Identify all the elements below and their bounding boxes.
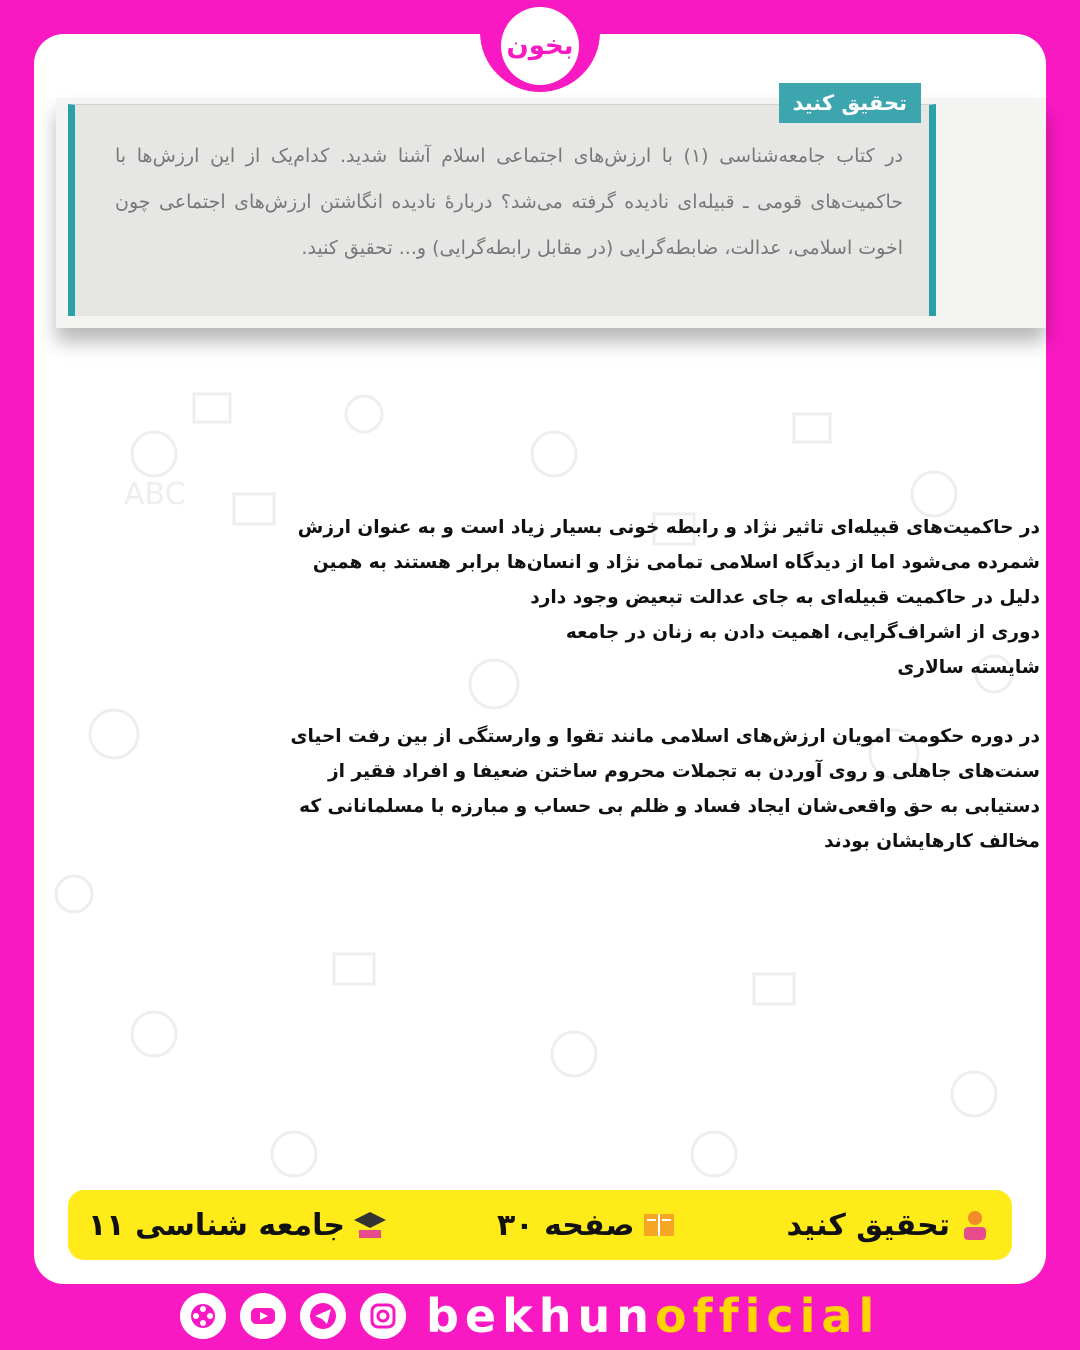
graduation-cap-icon xyxy=(353,1208,387,1242)
youtube-icon[interactable] xyxy=(240,1293,286,1339)
answer-line: شمرده می‌شود اما از دیدگاه اسلامی تمامی نژاد و انسان‌ها برابر هستند به همین xyxy=(312,552,1040,573)
answer-line: سنت‌های جاهلی و روی آوردن به تجملات محروم ساختن ضعیفا و افراد فقیر از xyxy=(328,761,1040,782)
info-subject-label: جامعه شناسی ۱۱ xyxy=(88,1207,345,1243)
info-bar xyxy=(68,1190,1012,1260)
answer-line: در دوره حکومت امویان ارزش‌های اسلامی مانند تقوا و وارستگی از بین رفت احیای xyxy=(290,726,1040,747)
answer-line: مخالف کارهایشان بودند xyxy=(824,831,1040,852)
telegram-icon[interactable] xyxy=(300,1293,346,1339)
logo-circle xyxy=(501,7,579,85)
social-footer xyxy=(180,1286,900,1346)
answer-line: در حاکمیت‌های قبیله‌ای تاثیر نژاد و رابطه خونی بسیار زیاد است و به عنوان ارزش xyxy=(297,517,1040,538)
handle-part2: official xyxy=(654,1289,881,1343)
answer-line: دلیل در حاکمیت قبیله‌ای به جای عدالت تبعیض وجود دارد xyxy=(530,587,1040,608)
info-research-label: تحقیق کنید xyxy=(786,1207,950,1243)
logo-text: بخون xyxy=(506,31,574,61)
instagram-icon[interactable] xyxy=(360,1293,406,1339)
answer-line: شایسته سالاری xyxy=(897,657,1040,678)
info-page xyxy=(497,1208,676,1243)
aparat-icon[interactable] xyxy=(180,1293,226,1339)
answer-text xyxy=(160,510,1040,859)
social-handle[interactable] xyxy=(426,1289,880,1343)
svg-text:ABC: ABC xyxy=(124,477,186,512)
info-research xyxy=(787,1208,992,1243)
textbook-question: در کتاب جامعه‌شناسی (۱) با ارزش‌های اجتماعی اسلام آشنا شدید. کدام‌یک از این ارزش‌ها با حاکمیت‌های قومی ـ قبیله‌ای نادیده گرفته می‌شد؟ دربارهٔ نادیده انگاشتن ارزش‌های اجتماعی چون اخوت اسلامی، عدالت، ضابطه‌گرایی (در مقابل رابطه‌گرایی) و... تحقیق کنید. xyxy=(115,145,903,259)
textbook-excerpt xyxy=(56,91,1046,328)
answer-line: دوری از اشراف‌گرایی، اهمیت دادن به زنان در جامعه xyxy=(565,622,1040,643)
teacher-icon xyxy=(958,1208,992,1242)
book-icon xyxy=(642,1208,676,1242)
handle-part1: bekhun xyxy=(426,1289,655,1343)
info-page-label: صفحه ۳۰ xyxy=(497,1207,635,1243)
research-tag: تحقیق کنید xyxy=(779,83,921,123)
textbook-panel xyxy=(68,91,936,316)
info-subject xyxy=(88,1208,387,1243)
answer-line: دستیابی به حق واقعی‌شان ایجاد فساد و ظلم بی حساب و مبارزه با مسلمانانی که xyxy=(299,796,1040,817)
